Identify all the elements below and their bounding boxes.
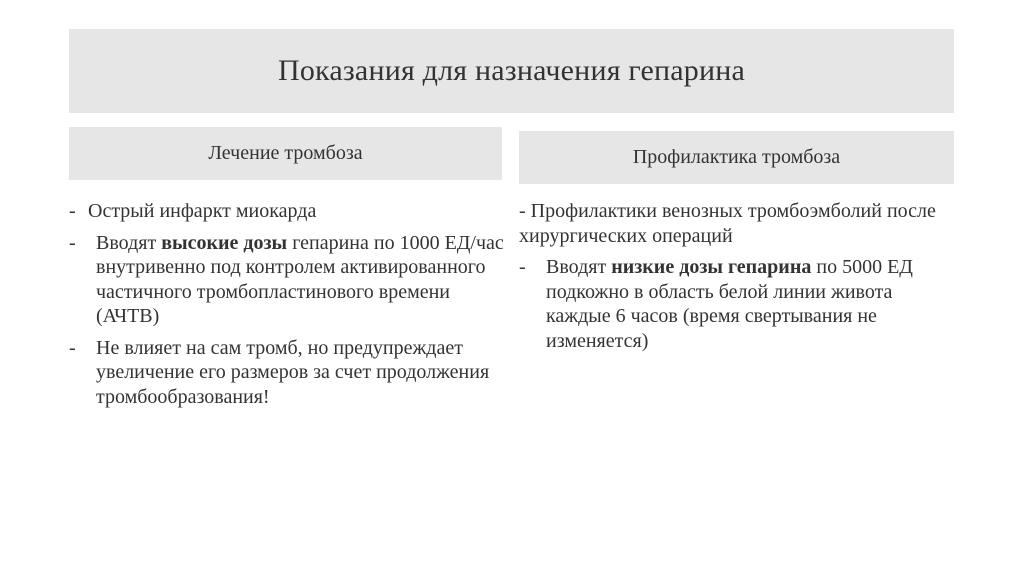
list-item-text-bold: низкие дозы гепарина bbox=[611, 256, 812, 278]
list-item bbox=[69, 336, 509, 410]
bullet-dash: - bbox=[519, 200, 526, 222]
list-item bbox=[519, 255, 959, 353]
right-heading-text: Профилактика тромбоза bbox=[632, 146, 841, 168]
list-item-text bbox=[546, 255, 959, 353]
title-banner bbox=[69, 29, 954, 113]
bullet-dash: - bbox=[69, 336, 76, 359]
list-item bbox=[519, 199, 959, 248]
list-item bbox=[69, 231, 509, 329]
list-item-text-pre: Вводят bbox=[546, 256, 612, 278]
bullet-dash: - bbox=[69, 231, 76, 254]
list-item-text: Острый инфаркт миокарда bbox=[88, 200, 317, 222]
list-item-text-post: гепарина по 1000 ЕД/час внутривенно под контролем активированного частичного тромбопластинового времени (АЧТВ) bbox=[96, 231, 504, 327]
list-item-text-pre: Вводят bbox=[96, 231, 162, 254]
list-item bbox=[69, 199, 509, 224]
list-item-text bbox=[519, 199, 959, 248]
list-item-text bbox=[96, 231, 509, 329]
right-column-list bbox=[519, 199, 959, 360]
list-item-text: Не влияет на сам тромб, но предупреждает увеличение его размеров за счет продолжения тромбообразования! bbox=[96, 336, 490, 408]
left-column-heading bbox=[69, 127, 502, 180]
list-item-text-body: Профилактики венозных тромбоэмболий после хирургических операций bbox=[519, 200, 936, 247]
left-column-list bbox=[69, 199, 509, 416]
bullet-dash: - bbox=[69, 200, 76, 222]
left-heading-text: Лечение тромбоза bbox=[208, 142, 363, 164]
page-title: Показания для назначения гепарина bbox=[277, 54, 746, 87]
bullet-dash: - bbox=[519, 256, 526, 278]
right-column-heading bbox=[519, 131, 954, 184]
list-item-text-post: по 5000 ЕД подкожно в область белой линии живота каждые 6 часов (время свертывания не изменяется) bbox=[546, 256, 913, 352]
list-item-text-bold: высокие дозы bbox=[161, 231, 288, 254]
